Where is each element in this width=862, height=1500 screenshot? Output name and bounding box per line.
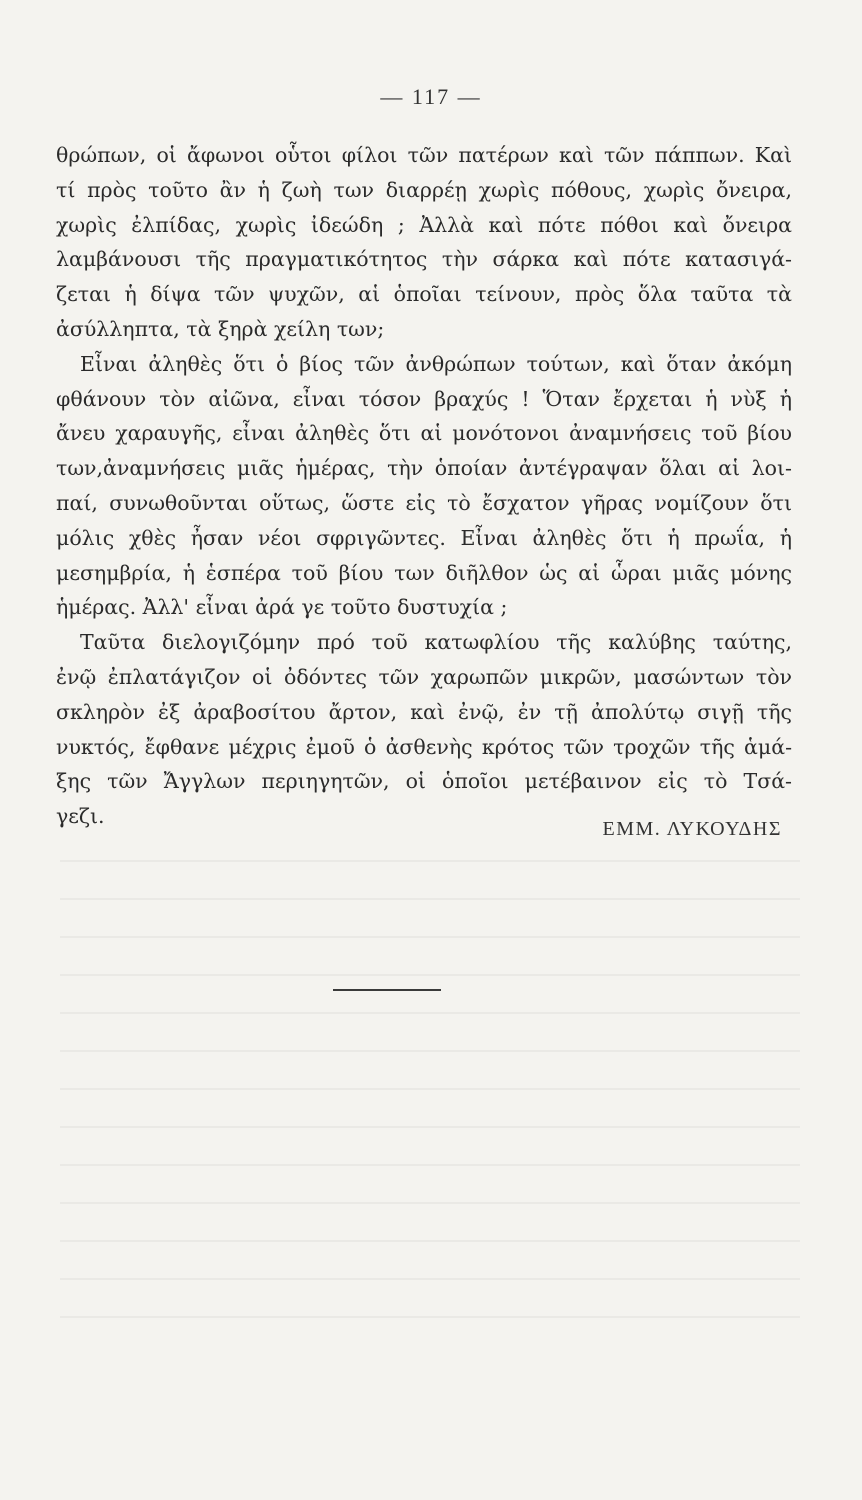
text-line: χωρὶς ἐλπίδας, χωρὶς ἰδεώδη ; Ἀλλὰ καὶ πότε πόθοι καὶ ὄνειρα [56, 212, 792, 237]
text-line: νυκτός, ἔφθανε μέχρις ἐμοῦ ὁ ἀσθενὴς κρότος τῶν τροχῶν τῆς ἁμά- [56, 734, 792, 759]
text-line: ξης τῶν Ἄγγλων περιηγητῶν, οἱ ὁποῖοι μετέβαινον εἰς τὸ Τσά- [56, 769, 792, 794]
text-line: ζεται ἡ δίψα τῶν ψυχῶν, αἱ ὁποῖαι τείνουν, πρὸς ὅλα ταῦτα τὰ [56, 282, 792, 307]
text-line: μεσημβρία, ἡ ἑσπέρα τοῦ βίου των διῆλθον ὡς αἱ ὧραι μιᾶς μόνης [56, 560, 792, 585]
text-line: μόλις χθὲς ἦσαν νέοι σφριγῶντες. Εἶναι ἀληθὲς ὅτι ἡ πρωΐα, ἡ [56, 525, 792, 550]
show-through-texture [60, 860, 800, 1420]
text-line: ἐνῷ ἐπλατάγιζον οἱ ὀδόντες τῶν χαρωπῶν μικρῶν, μασώντων τὸν [56, 664, 792, 689]
text-line: τί πρὸς τοῦτο ἂν ἡ ζωὴ των διαρρέῃ χωρὶς πόθους, χωρὶς ὄνειρα, [56, 177, 792, 202]
page-number: — 117 — [380, 84, 482, 109]
text-line: παί, συνωθοῦνται οὕτως, ὥστε εἰς τὸ ἔσχατον γῆρας νομίζουν ὅτι [56, 490, 792, 515]
text-line: γεζι. [56, 804, 105, 829]
author-signature: ΕΜΜ. ΛΥΚΟΥΔΗΣ [602, 818, 782, 840]
text-line: σκληρὸν ἐξ ἀραβοσίτου ἄρτον, καὶ ἐνῷ, ἐν τῇ ἀπολύτῳ σιγῇ τῆς [56, 699, 792, 724]
text-line: Εἶναι ἀληθὲς ὅτι ὁ βίος τῶν ἀνθρώπων τούτων, καὶ ὅταν ἀκόμη [80, 351, 792, 376]
text-line: λαμβάνουσι τῆς πραγματικότητος τὴν σάρκα καὶ πότε κατασιγά- [56, 247, 792, 272]
text-line: ἡμέρας. Ἀλλ' εἶναι ἀρά γε τοῦτο δυστυχία ; [56, 595, 508, 620]
text-line: ἀσύλληπτα, τὰ ξηρὰ χείλη των; [56, 316, 385, 341]
body-text [56, 138, 792, 834]
text-line: Ταῦτα διελογιζόμην πρό τοῦ κατωφλίου τῆς καλύβης ταύτης, [80, 630, 792, 655]
text-line: των,ἀναμνήσεις μιᾶς ἡμέρας, τὴν ὁποίαν ἀντέγραψαν ὅλαι αἱ λοι- [56, 456, 792, 481]
text-line: ἄνευ χαραυγῆς, εἶναι ἀληθὲς ὅτι αἱ μονότονοι ἀναμνήσεις τοῦ βίου [56, 421, 792, 446]
text-line: θρώπων, οἱ ἄφωνοι οὗτοι φίλοι τῶν πατέρων καὶ τῶν πάππων. Καὶ [56, 143, 792, 167]
text-line: φθάνουν τὸν αἰῶνα, εἶναι τόσον βραχύς ! Ὅταν ἔρχεται ἡ νὺξ ἡ [56, 386, 792, 411]
